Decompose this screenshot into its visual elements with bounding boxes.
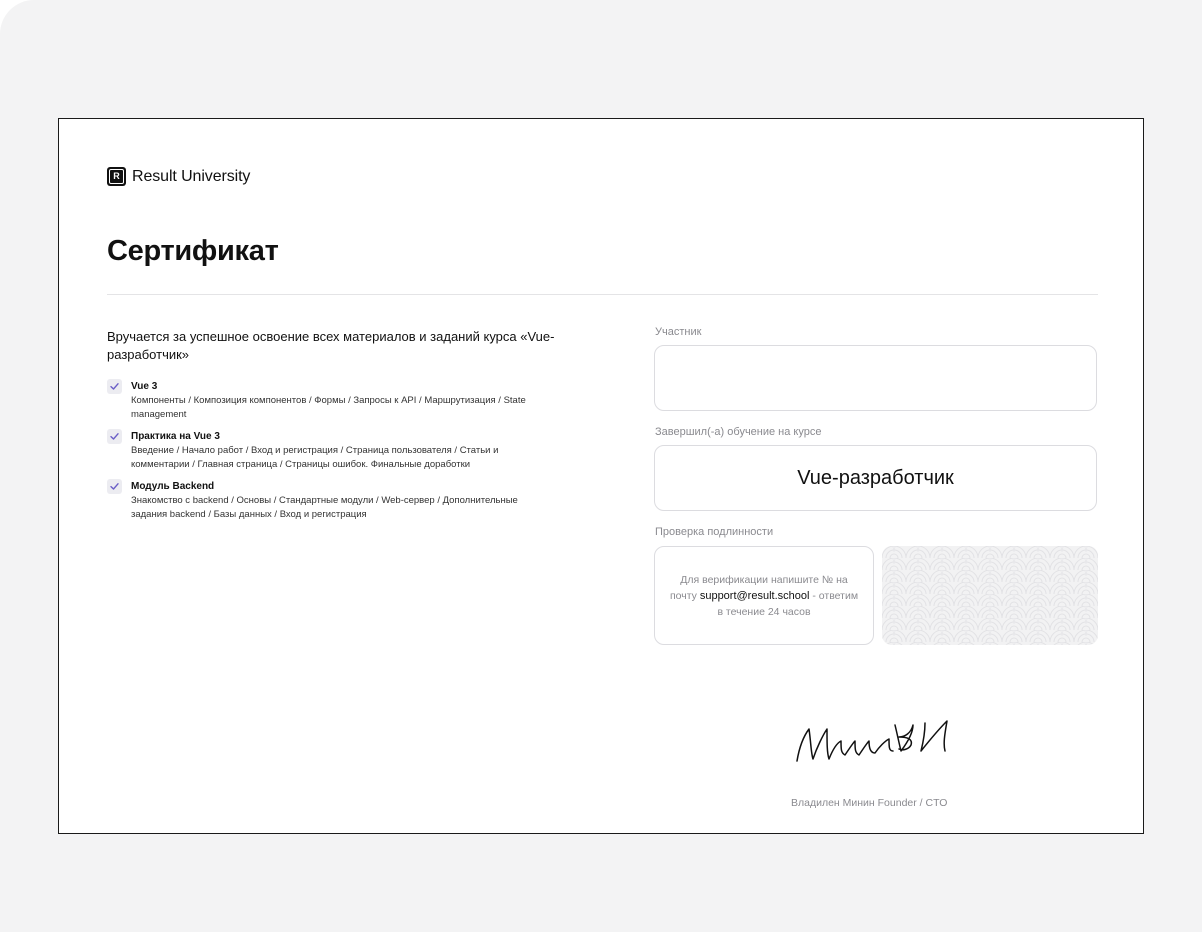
module-topics: Введение / Начало работ / Вход и регистрация / Страница пользователя / Статьи и комментарии / Главная страница / Страницы ошибок. Финальные доработки: [131, 445, 499, 470]
certificate-title: Сертификат: [107, 235, 279, 267]
checkmark-icon: [107, 479, 122, 494]
verification-text-before: Для верификации напишите № на почту: [669, 573, 848, 602]
brand-logo: [107, 167, 250, 186]
brand-name: Result University: [132, 167, 251, 185]
verification-text-after: - ответим в течение 24 часов: [717, 589, 859, 618]
checkmark-icon: [107, 429, 122, 444]
module-topics: Знакомство с backend / Основы / Стандартные модули / Web-сервер / Дополнительные задания backend / Базы данных / Вход и регистрация: [131, 495, 518, 520]
participant-label: Участник: [655, 326, 702, 338]
result-logo-icon: [107, 167, 126, 186]
participant-field: [654, 345, 1097, 411]
module-item: [107, 479, 547, 522]
course-field: [654, 445, 1097, 511]
module-title: Практика на Vue 3: [131, 431, 220, 442]
module-topics: Компоненты / Композиция компонентов / Формы / Запросы к API / Маршрутизация / State management: [131, 395, 526, 420]
logo-letter: R: [113, 171, 120, 181]
verification-text: [669, 572, 859, 620]
certificate-intro: Вручается за успешное освоение всех материалов и заданий курса «Vue-разработчик»: [107, 329, 555, 362]
wave-pattern-icon: [882, 546, 1098, 645]
participant-name: [655, 346, 1096, 410]
module-item: [107, 429, 547, 472]
checkmark-icon: [107, 379, 122, 394]
signer-name: Владилен Минин Founder / CTO: [791, 797, 948, 809]
course-label: Завершил(-а) обучение на курсе: [655, 426, 822, 438]
divider: [107, 294, 1098, 295]
certificate: [58, 118, 1144, 834]
signature: [789, 703, 974, 778]
module-list: [107, 379, 547, 529]
verification-email[interactable]: support@result.school: [699, 589, 810, 602]
verification-box: [654, 546, 874, 645]
security-pattern: [882, 546, 1098, 645]
course-name: Vue-разработчик: [797, 467, 954, 489]
module-title: Vue 3: [131, 381, 158, 392]
module-title: Модуль Backend: [131, 481, 215, 492]
handwritten-signature-icon: [789, 703, 974, 773]
module-item: [107, 379, 547, 422]
verification-label: Проверка подлинности: [655, 526, 774, 538]
